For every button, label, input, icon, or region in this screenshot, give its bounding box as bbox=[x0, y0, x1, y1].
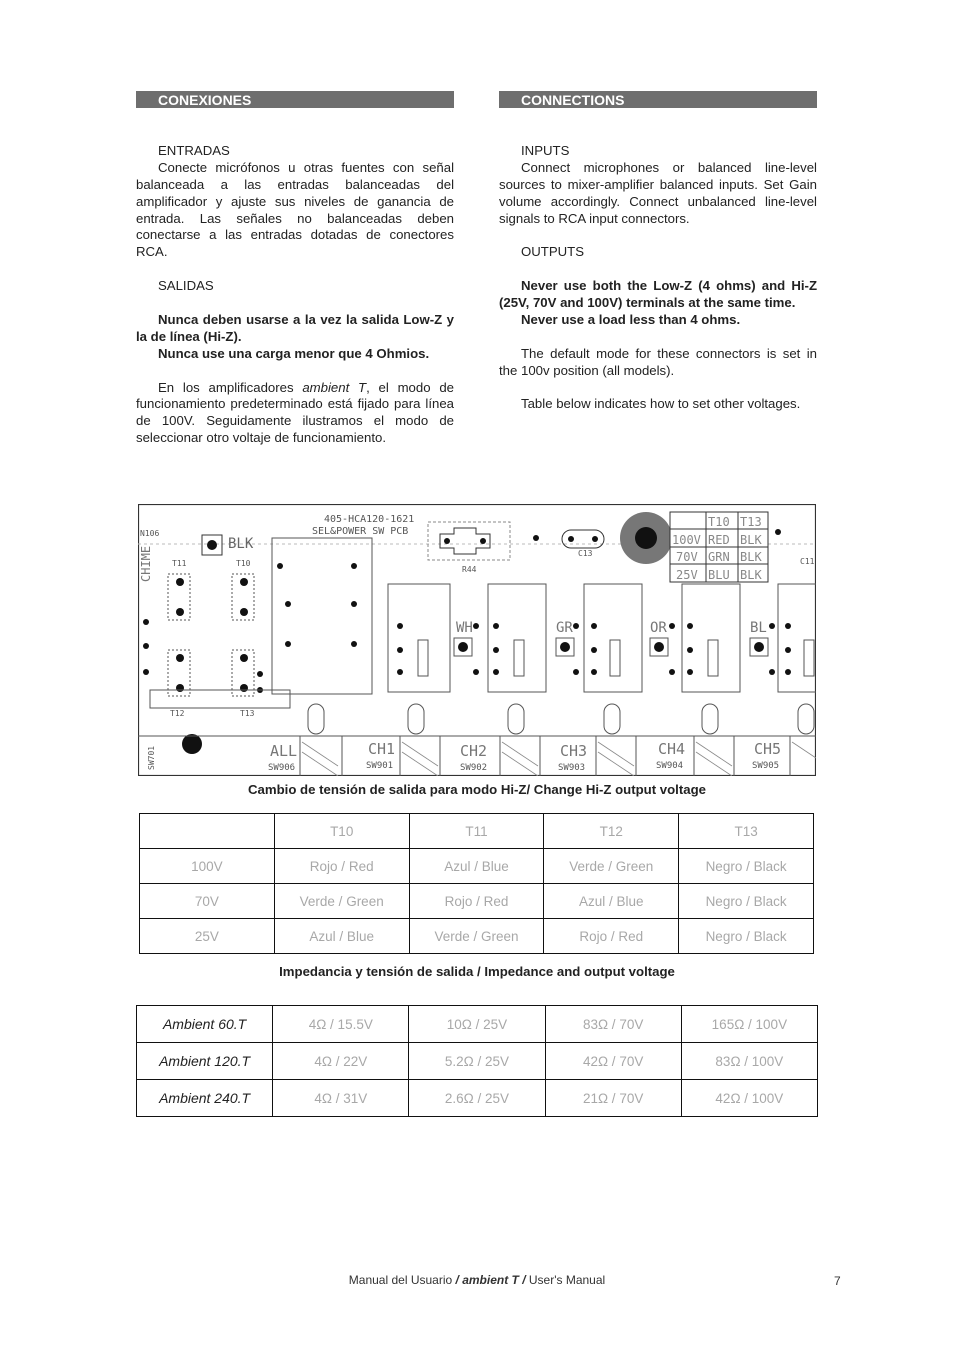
inputs-title: ENTRADAS bbox=[158, 142, 230, 158]
caption-hi-z: Cambio de tensión de salida para modo Hi-Z/ Change Hi-Z output voltage bbox=[248, 782, 706, 797]
label-c11: C11 bbox=[800, 557, 815, 566]
warning-2: Never use a load less than 4 ohms. bbox=[521, 311, 741, 327]
label-or: OR bbox=[650, 620, 667, 636]
label-r44: R44 bbox=[462, 565, 477, 574]
spanish-column bbox=[136, 91, 454, 447]
table-row: 25V Azul / Blue Verde / Green Rojo / Red Negro / Black bbox=[140, 919, 814, 954]
label-sw701: SW701 bbox=[147, 745, 156, 770]
page-number: 7 bbox=[834, 1274, 841, 1288]
inputs-title: INPUTS bbox=[521, 142, 570, 158]
svg-text:T10: T10 bbox=[708, 515, 730, 529]
svg-text:T13: T13 bbox=[740, 515, 762, 529]
label-t11: T11 bbox=[172, 559, 187, 568]
table-note: Table below indicates how to set other voltages. bbox=[521, 396, 801, 412]
footer-brand: ambient T bbox=[462, 1273, 519, 1287]
svg-text:100V: 100V bbox=[672, 533, 701, 547]
svg-text:CH3: CH3 bbox=[560, 742, 588, 760]
table-row: Ambient 60.T 4Ω / 15.5V 10Ω / 25V 83Ω / 70V 165Ω / 100V bbox=[137, 1006, 818, 1043]
svg-text:CH4: CH4 bbox=[658, 740, 686, 758]
svg-text:70V: 70V bbox=[676, 550, 698, 564]
warning-1: Never use both the Low-Z (4 ohms) and Hi-Z (25V, 70V and 100V) terminals at the same time. bbox=[499, 278, 817, 311]
outputs-title: OUTPUTS bbox=[521, 244, 585, 260]
svg-text:SW905: SW905 bbox=[752, 761, 780, 771]
table-row: 100V Rojo / Red Azul / Blue Verde / Green Negro / Black bbox=[140, 849, 814, 884]
warning-1: Nunca deben usarse a la vez la salida Low-Z y la de línea (Hi-Z). bbox=[136, 311, 454, 344]
default-mode-text: The default mode for these connectors is set in the 100v position (all models). bbox=[499, 345, 817, 378]
label-t13: T13 bbox=[240, 709, 255, 718]
caption-impedance: Impedancia y tensión de salida / Impedance and output voltage bbox=[279, 964, 675, 979]
svg-text:SW903: SW903 bbox=[558, 763, 586, 773]
label-blk: BLK bbox=[228, 536, 254, 552]
impedance-table bbox=[136, 1005, 818, 1117]
table-row: Ambient 240.T 4Ω / 31V 2.6Ω / 25V 21Ω / 70V 42Ω / 100V bbox=[137, 1080, 818, 1117]
svg-text:CH2: CH2 bbox=[460, 742, 488, 760]
pcb-diagram bbox=[138, 504, 816, 776]
svg-text:BLK: BLK bbox=[740, 550, 762, 564]
label-wh: WH bbox=[456, 620, 473, 636]
table-header-row: T10 T11 T12 T13 bbox=[140, 814, 814, 849]
label-bl: BL bbox=[750, 620, 767, 636]
svg-text:ALL: ALL bbox=[270, 742, 298, 760]
svg-text:BLK: BLK bbox=[740, 568, 762, 582]
table-row: 70V Verde / Green Rojo / Red Azul / Blue Negro / Black bbox=[140, 884, 814, 919]
svg-text:GRN: GRN bbox=[708, 550, 730, 564]
svg-text:SW902: SW902 bbox=[460, 763, 488, 773]
svg-text:RED: RED bbox=[708, 533, 730, 547]
board-sub: SEL&POWER SW PCB bbox=[312, 526, 409, 537]
english-column bbox=[499, 91, 817, 413]
section-header-conexiones: CONEXIONES bbox=[136, 91, 454, 108]
inputs-text: Connect microphones or balanced line-level sources to mixer-amplifier balanced inputs. Set Gain volume accordingly. Connect unbalanced line-level signals to RCA input connectors. bbox=[499, 159, 817, 226]
svg-text:SW901: SW901 bbox=[366, 761, 394, 771]
outputs-title: SALIDAS bbox=[158, 278, 214, 294]
table-row: Ambient 120.T 4Ω / 22V 5.2Ω / 25V 42Ω / 70V 83Ω / 100V bbox=[137, 1043, 818, 1080]
svg-text:BLU: BLU bbox=[708, 568, 730, 582]
svg-text:25V: 25V bbox=[676, 568, 698, 582]
label-t12: T12 bbox=[170, 709, 185, 718]
brand-name: ambient T bbox=[302, 379, 367, 395]
color-legend bbox=[670, 512, 768, 582]
default-mode-text: En los amplificadores ambient T, el modo de funcionamiento predeterminado está fijado para línea de 100V. Seguidamente ilustramos el modo de seleccionar otro voltaje de funcionamiento. bbox=[136, 379, 454, 446]
svg-text:CH5: CH5 bbox=[754, 740, 782, 758]
label-c13: C13 bbox=[578, 549, 593, 558]
svg-text:BLK: BLK bbox=[740, 533, 762, 547]
svg-text:CH1: CH1 bbox=[368, 740, 396, 758]
page-footer: Manual del Usuario / ambient T / User's Manual bbox=[348, 1273, 606, 1287]
label-n106: N106 bbox=[140, 529, 160, 538]
label-chime: CHIME bbox=[139, 545, 153, 582]
inputs-text: Conecte micrófonos u otras fuentes con señal balanceada a las entradas balanceadas del amplificador y ajuste sus niveles de ganancia de entrada. Las señales no balanceadas deben conectarse a las entradas dotadas de conectores RCA. bbox=[136, 159, 454, 260]
svg-text:SW906: SW906 bbox=[268, 763, 296, 773]
svg-text:SW904: SW904 bbox=[656, 761, 684, 771]
voltage-color-table bbox=[139, 813, 814, 954]
label-t10: T10 bbox=[236, 559, 251, 568]
section-header-connections: CONNECTIONS bbox=[499, 91, 817, 108]
board-code: 405-HCA120-1621 bbox=[324, 514, 415, 525]
warning-2: Nunca use una carga menor que 4 Ohmios. bbox=[158, 345, 430, 361]
label-gr: GR bbox=[556, 620, 573, 636]
